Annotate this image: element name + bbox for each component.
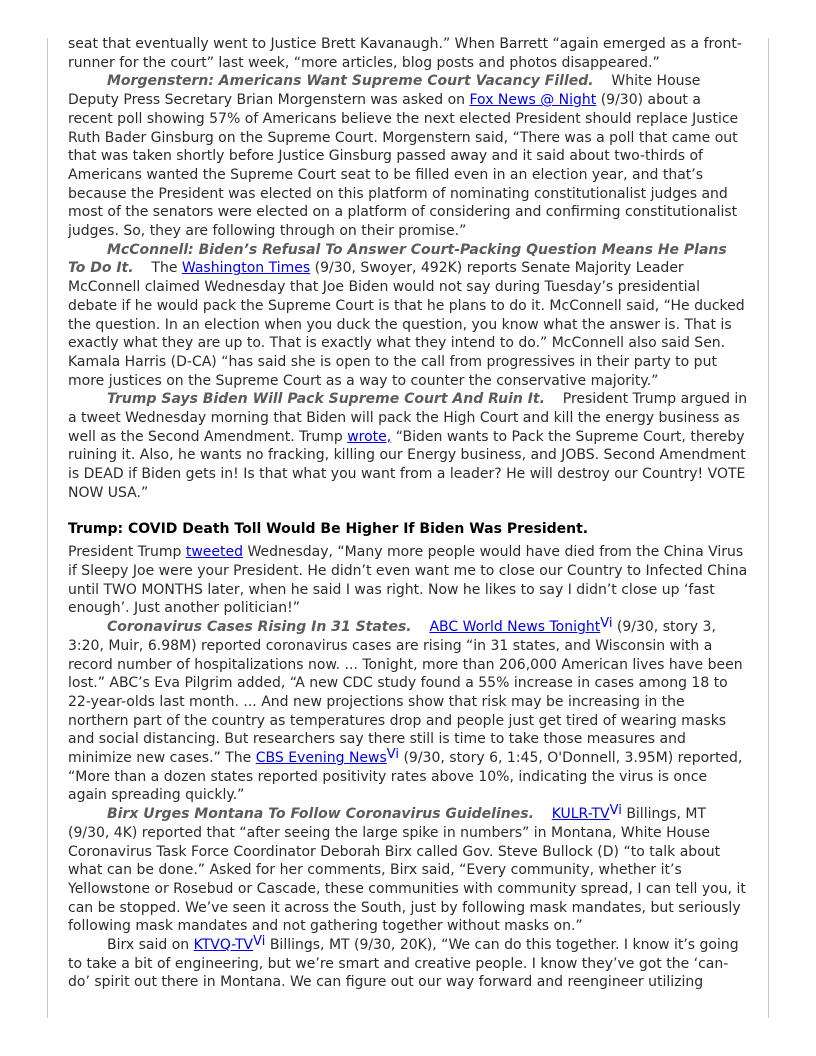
document-page — [68, 35, 748, 992]
video-icon-ktvq[interactable]: Vi — [253, 934, 266, 950]
link-fox-news-at-night[interactable]: Fox News @ Night — [469, 92, 597, 109]
trump-tweet-text-2: Wednesday, “Many more people would have died from the China Virus if Sleepy Joe were your President. He didn’t even want me to close our Country to Infected China until TWO MONTHS later, when he said I was right. Now he likes to say I didn’t close up ‘fast enough’. Just another politician!” — [68, 544, 748, 617]
link-trump-tweeted[interactable]: tweeted — [185, 544, 244, 561]
link-abc-world-news-tonight[interactable]: ABC World News Tonight — [429, 619, 601, 636]
subheading-mcconnell: McConnell: Biden’s Refusal To Answer Court-Packing Question Means He Plans To Do It. — [68, 241, 727, 277]
mcconnell-text-1: The — [151, 260, 178, 277]
paragraph-morgenstern — [68, 72, 748, 240]
trump-tweet-text-1: President Trump — [68, 544, 182, 561]
subheading-birx-montana: Birx Urges Montana To Follow Coronavirus Guidelines. — [107, 806, 534, 823]
paragraph-trump-pack-court — [68, 390, 748, 502]
paragraph-birx-ktvq — [68, 936, 748, 992]
paragraph-coronavirus-cases — [68, 618, 748, 805]
link-cbs-evening-news[interactable]: CBS Evening News — [255, 750, 387, 767]
birx-ktvq-text-1: Birx said on — [107, 937, 190, 954]
video-icon-cbs[interactable]: Vi — [386, 747, 400, 763]
coronavirus-cases-text-2: (9/30, story 6, 1:45, O'Donnell, 3.95M) reported, “More than a dozen states reported positivity rates above 10%, indicating the virus is once again spreading quickly.” — [68, 750, 743, 804]
paragraph-mcconnell — [68, 241, 748, 391]
morgenstern-text-2: (9/30) about a recent poll showing 57% of Americans believe the next elected President should replace Justice Ruth Bader Ginsburg on the Supreme Court. Morgenstern said, “There was a poll that came out that was taken shortly before Justice Ginsburg passed away and it said about two-thirds of Americans wanted the Supreme Court seat to be filled even in an election year, and that’s because the President was elected on this platform of nominating constitutionalist judges and most of the senators were elected on a platform of considering and confirming constitutionalist judges. So, they are following through on their promise.” — [68, 92, 739, 240]
trump-pack-text-2: “Biden wants to Pack the Supreme Court, thereby ruining it. Also, he wants no fracking, killing our Energy business, and JOBS. Second Amendment is DEAD if Biden gets in! Is that what you want from a leader? He will destroy our Country! VOTE NOW USA.” — [68, 428, 746, 501]
trump-pack-text-1: President Trump argued in a tweet Wednesday morning that Biden will pack the High Court and kill the energy business as well as the Second Amendment. Trump — [68, 391, 748, 445]
section-heading-covid-death-toll: Trump: COVID Death Toll Would Be Higher If Biden Was President. — [68, 520, 589, 537]
subheading-morgenstern: Morgenstern: Americans Want Supreme Court Vacancy Filled. — [107, 73, 594, 90]
video-icon-abc[interactable]: Vi — [600, 616, 613, 632]
link-kulr-tv[interactable]: KULR-TV — [551, 806, 610, 823]
mcconnell-text-2: (9/30, Swoyer, 492K) reports Senate Majority Leader McConnell claimed Wednesday that Joe Biden would not say during Tuesday’s presidential debate if he would pack the Supreme Court is that he plans to do it. McConnell said, “He ducked the question. In an election when you duck the question, you know what the answer is. That is exactly what they are up to. That is exactly what they intend to do.” McConnell also said Sen. Kamala Harris (D-CA) “has said she is open to the call from progressives in their party to put more justices on the Supreme Court as a way to counter the conservative majority.” — [68, 260, 745, 389]
morgenstern-text-1: White House Deputy Press Secretary Brian Morgenstern was asked on — [68, 73, 701, 109]
paragraph-continuation: seat that eventually went to Justice Brett Kavanaugh.” When Barrett “again emerged as a front-runner for the court” last week, “more articles, blog posts and photos disappeared.” — [68, 36, 742, 71]
video-icon-kulr[interactable]: Vi — [609, 803, 622, 819]
link-ktvq-tv[interactable]: KTVQ-TV — [193, 937, 254, 954]
paragraph-trump-tweet — [68, 543, 748, 618]
left-margin-rule — [47, 38, 48, 1018]
subheading-coronavirus-cases: Coronavirus Cases Rising In 31 States. — [107, 619, 412, 636]
birx-montana-text-1: Billings, MT (9/30, 4K) reported that “after seeing the large spike in numbers” in Montana, White House Coronavirus Task Force Coordinator Deborah Birx called Gov. Steve Bullock (D) “to talk about what can be done.” Asked for her comments, Birx said, “Every community, whether it’s Yellowstone or Rosebud or Cascade, these communities with community spread, I can tell you, it can be stopped. We’ve seen it across the South, just by following mask mandates, but seriously following mask mandates and not gathering together without masks on.” — [68, 806, 746, 935]
link-washington-times[interactable]: Washington Times — [181, 260, 311, 277]
subheading-trump-pack-court: Trump Says Biden Will Pack Supreme Court And Ruin It. — [107, 391, 545, 408]
birx-ktvq-text-2: Billings, MT (9/30, 20K), “We can do this together. I know it’s going to take a bit of engineering, but we’re smart and creative people. I know they’ve got the ‘can-do’ spirit out there in Montana. We can figure out our way forward and reengineer utilizing — [68, 937, 739, 991]
right-margin-rule — [768, 38, 769, 1018]
coronavirus-cases-text-1: (9/30, story 3, 3:20, Muir, 6.98M) reported coronavirus cases are rising “in 31 states, and Wisconsin with a record number of hospitalizations now. ... Tonight, more than 206,000 American lives have been lost.” ABC’s Eva Pilgrim added, “A new CDC study found a 55% increase in cases among 18 to 22-year-olds last month. ... And new projections show that risk may be increasing in the northern part of the country as temperatures drop and people just get tired of wearing masks and social distancing. But researchers say there still is time to take those measures and minimize new cases.” The — [68, 619, 743, 767]
paragraph-birx-montana — [68, 805, 748, 936]
link-trump-wrote[interactable]: wrote, — [347, 428, 392, 445]
